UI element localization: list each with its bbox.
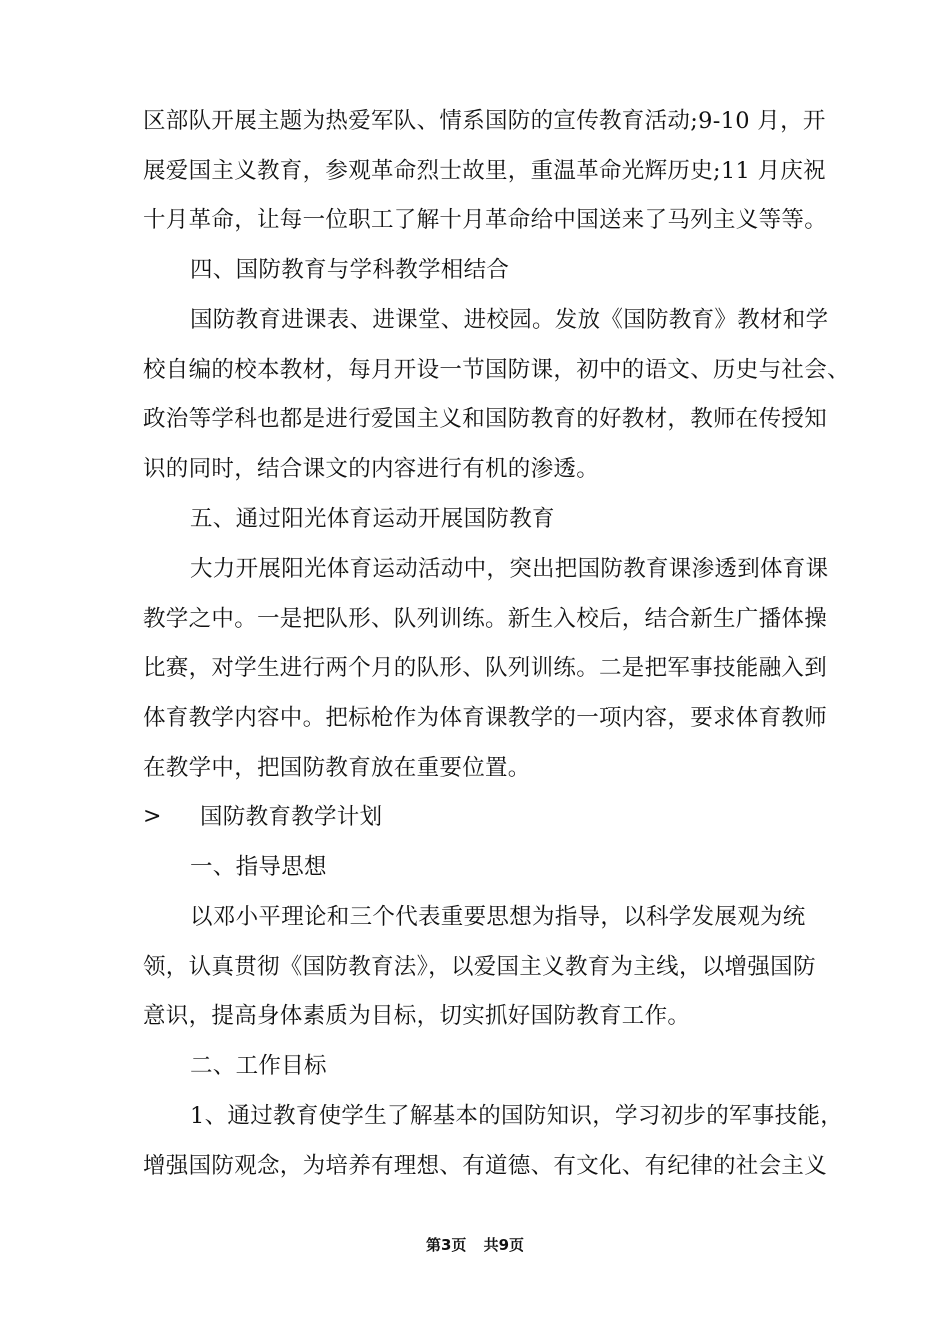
section-heading: 一、指导思想 xyxy=(190,854,327,880)
section-heading: 四、国防教育与学科教学相结合 xyxy=(190,257,510,283)
body-text-line: 展爱国主义教育，参观革命烈士故里，重温革命光辉历史;11 月庆祝 xyxy=(143,158,826,184)
body-text-line: 校自编的校本教材，每月开设一节国防课，初中的语文、历史与社会、 xyxy=(143,357,850,383)
body-text-line: 1、通过教育使学生了解基本的国防知识，学习初步的军事技能， xyxy=(190,1103,844,1129)
arrow-bullet-icon: > xyxy=(143,804,162,829)
body-text-line: 在教学中，把国防教育放在重要位置。 xyxy=(143,755,531,781)
body-text-line: 比赛，对学生进行两个月的队形、队列训练。二是把军事技能融入到 xyxy=(143,655,828,681)
body-text-line: 领，认真贯彻《国防教育法》，以爱国主义教育为主线，以增强国防 xyxy=(143,954,816,980)
body-text-line: 增强国防观念，为培养有理想、有道德、有文化、有纪律的社会主义 xyxy=(143,1153,828,1179)
page-number: 第3页 xyxy=(425,1236,467,1254)
body-text-line: 以邓小平理论和三个代表重要思想为指导，以科学发展观为统 xyxy=(190,904,806,930)
section-heading: 五、通过阳光体育运动开展国防教育 xyxy=(190,506,555,532)
body-text-line: 教学之中。一是把队形、队列训练。新生入校后，结合新生广播体操 xyxy=(143,606,828,632)
body-text-line: 意识，提高身体素质为目标，切实抓好国防教育工作。 xyxy=(143,1003,691,1029)
body-text-line: 十月革命，让每一位职工了解十月革命给中国送来了马列主义等等。 xyxy=(143,207,828,233)
page-total: 共9页 xyxy=(483,1236,525,1254)
section-heading: 二、工作目标 xyxy=(190,1053,327,1079)
body-text-line: 体育教学内容中。把标枪作为体育课教学的一项内容，要求体育教师 xyxy=(143,705,828,731)
body-text-line: 大力开展阳光体育运动活动中，突出把国防教育课渗透到体育课 xyxy=(190,556,829,582)
page-footer xyxy=(0,1234,950,1255)
body-text-line: 国防教育进课表、进课堂、进校园。发放《国防教育》教材和学 xyxy=(190,307,829,333)
body-text-line: 识的同时，结合课文的内容进行有机的渗透。 xyxy=(143,456,600,482)
body-text-line: 区部队开展主题为热爱军队、情系国防的宣传教育活动;9-10 月，开 xyxy=(143,108,826,134)
body-text-line: 政治等学科也都是进行爱国主义和国防教育的好教材，教师在传授知 xyxy=(143,406,828,432)
document-title: 国防教育教学计划 xyxy=(200,804,383,830)
